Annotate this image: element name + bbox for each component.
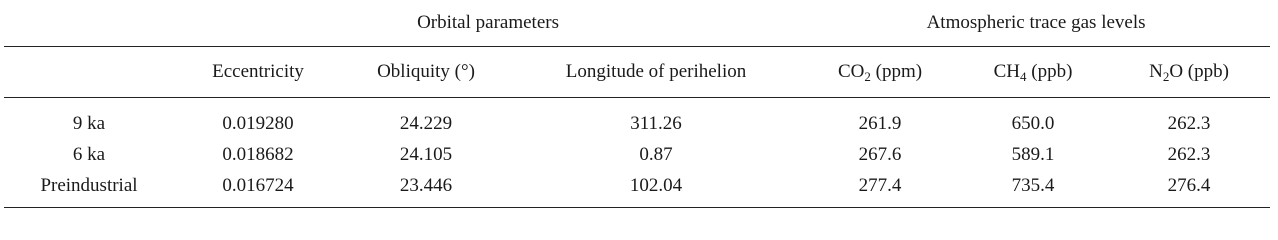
co2-cell: 267.6 bbox=[858, 143, 902, 165]
group-header-row bbox=[4, 0, 1270, 47]
period-cell: 6 ka bbox=[72, 143, 106, 165]
obliquity-header: Obliquity (°) bbox=[342, 47, 510, 98]
parameters-table bbox=[4, 0, 1270, 208]
co2-cell: 261.9 bbox=[858, 112, 902, 134]
obliquity-cell: 24.229 bbox=[399, 112, 453, 134]
obliquity-cell: 23.446 bbox=[342, 170, 510, 208]
eccentricity-cell: 0.019280 bbox=[222, 112, 294, 134]
n2o-cell: 262.3 bbox=[1167, 143, 1211, 165]
eccentricity-cell: 0.018682 bbox=[222, 143, 294, 165]
ch4-header: $CH_4$ (ppb) bbox=[958, 47, 1108, 98]
longitude-header: Longitude of perihelion bbox=[510, 47, 802, 98]
eccentricity-header: Eccentricity bbox=[174, 47, 342, 98]
atmospheric-gas-label: Atmospheric trace gas levels bbox=[926, 12, 1146, 33]
orbital-parameters-label: Orbital parameters bbox=[417, 12, 559, 33]
column-header-row bbox=[4, 47, 1270, 98]
n2o-cell: 262.3 bbox=[1167, 112, 1211, 134]
period-cell: Preindustrial bbox=[4, 170, 174, 208]
atmospheric-gas-header bbox=[802, 0, 1270, 47]
longitude-cell: 311.26 bbox=[630, 112, 682, 134]
n2o-cell: 276.4 bbox=[1108, 170, 1270, 208]
period-cell: 9 ka bbox=[72, 112, 106, 134]
row-label-header bbox=[4, 47, 174, 98]
empty-group-cell bbox=[4, 0, 174, 47]
orbital-parameters-header bbox=[174, 0, 802, 47]
longitude-cell: 0.87 bbox=[639, 143, 673, 165]
co2-header: $CO_2$ (ppm) bbox=[802, 47, 958, 98]
table-row bbox=[4, 98, 1270, 140]
table-row bbox=[4, 170, 1270, 208]
obliquity-cell: 24.105 bbox=[399, 143, 453, 165]
ch4-cell: 589.1 bbox=[1011, 143, 1055, 165]
ch4-cell: 650.0 bbox=[1011, 112, 1055, 134]
n2o-header: $N_2O$ (ppb) bbox=[1108, 47, 1270, 98]
co2-cell: 277.4 bbox=[802, 170, 958, 208]
table-row bbox=[4, 139, 1270, 170]
parameters-table-container bbox=[4, 0, 1270, 214]
eccentricity-cell: 0.016724 bbox=[174, 170, 342, 208]
ch4-cell: 735.4 bbox=[958, 170, 1108, 208]
longitude-cell: 102.04 bbox=[510, 170, 802, 208]
